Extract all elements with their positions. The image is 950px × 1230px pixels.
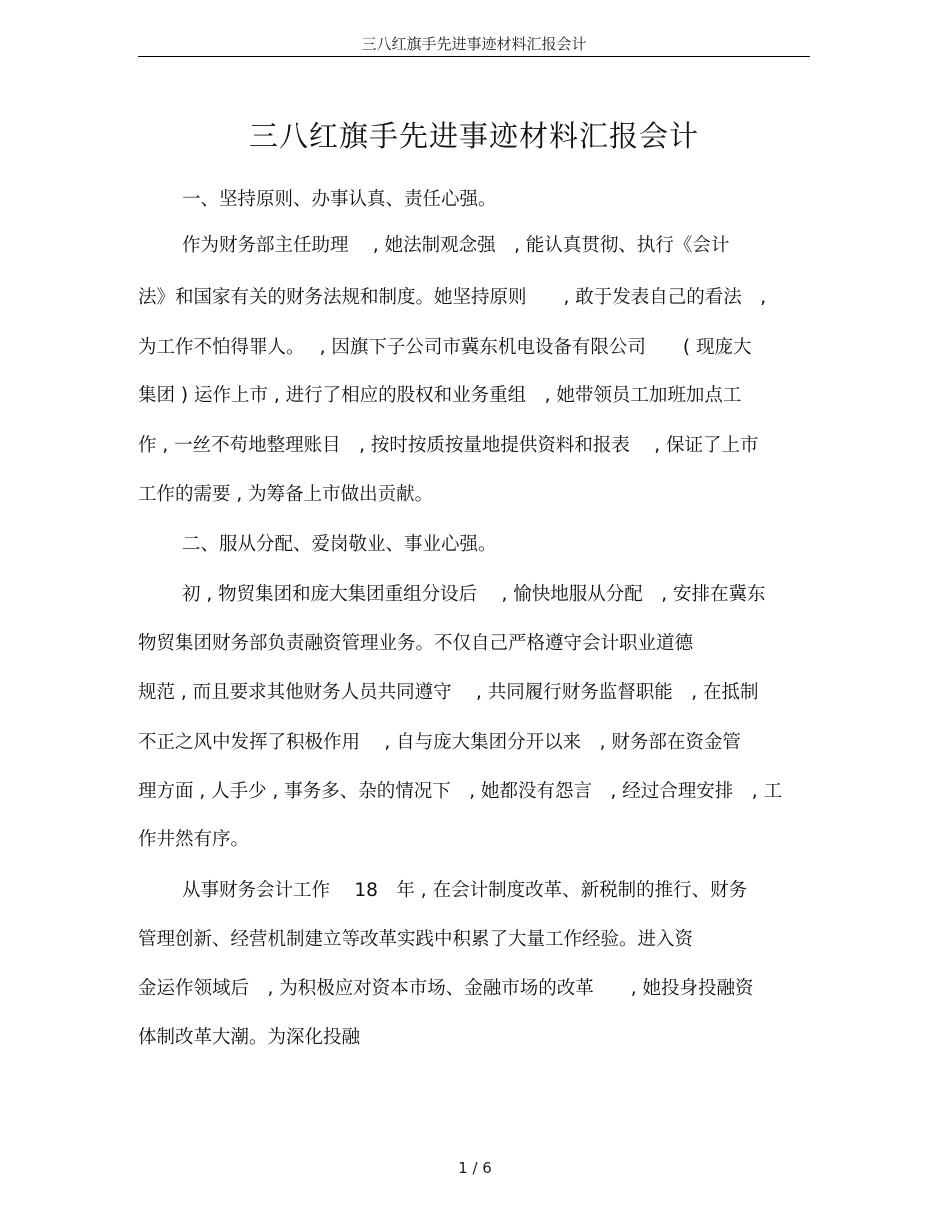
body-line: 规范 , 而且要求其他财务人员共同遵守 , 共同履行财务监督职能 , 在抵制 [138,682,759,703]
body-line: 作为财务部主任助理 , 她法制观念强 , 能认真贯彻、执行《会计 [182,235,730,256]
body-line: 从事财务会计工作 18 年 , 在会计制度改革、新税制的推行、财务 [182,880,748,901]
body-line: 作 , 一丝不苟地整理账目 , 按时按质按量地提供资料和报表 , 保证了上市 [138,435,759,456]
section-heading-1: 一、坚持原则、办事认真、责任心强。 [182,189,497,210]
body-line: 管理创新、经营机制建立等改革实践中积累了大量工作经验。进入资 [138,929,694,950]
body-line: 集团 ) 运作上市 , 进行了相应的股权和业务重组 , 她带领员工加班加点工 [138,385,742,406]
body-line: 作井然有序。 [138,829,250,850]
document-title: 三八红旗手先进事迹材料汇报会计 [248,119,699,153]
body-line: 不正之风中发挥了积极作用 , 自与庞大集团分开以来 , 财务部在资金管 [138,732,741,753]
body-line: 理方面 , 人手少 , 事务多、杂的情况下 , 她都没有怨言 , 经过合理安排 , 工 [138,781,783,802]
body-line: 金运作领域后 , 为积极应对资本市场、金融市场的改革 , 她投身投融资 [138,978,754,999]
section-heading-2: 二、服从分配、爱岗敬业、事业心强。 [182,534,497,555]
body-line: 工作的需要 , 为筹备上市做出贡献。 [138,484,434,505]
running-header-title: 三八红旗手先进事迹材料汇报会计 [361,35,587,53]
body-line: 初 , 物贸集团和庞大集团重组分设后 , 愉快地服从分配 , 安排在冀东 [182,584,766,605]
body-line: 为工作不怕得罪人。 , 因旗下子公司市冀东机电设备有限公司 ( 现庞大 [138,337,752,358]
body-line: 物贸集团财务部负责融资管理业务。不仅自己严格遵守会计职业道德 [138,633,694,654]
page-number: 1 / 6 [458,1159,492,1177]
body-line: 法》和国家有关的财务法规和制度。她坚持原则 , 敢于发表自己的看法 , [138,287,767,308]
body-line: 体制改革大潮。为深化投融 [138,1027,361,1048]
